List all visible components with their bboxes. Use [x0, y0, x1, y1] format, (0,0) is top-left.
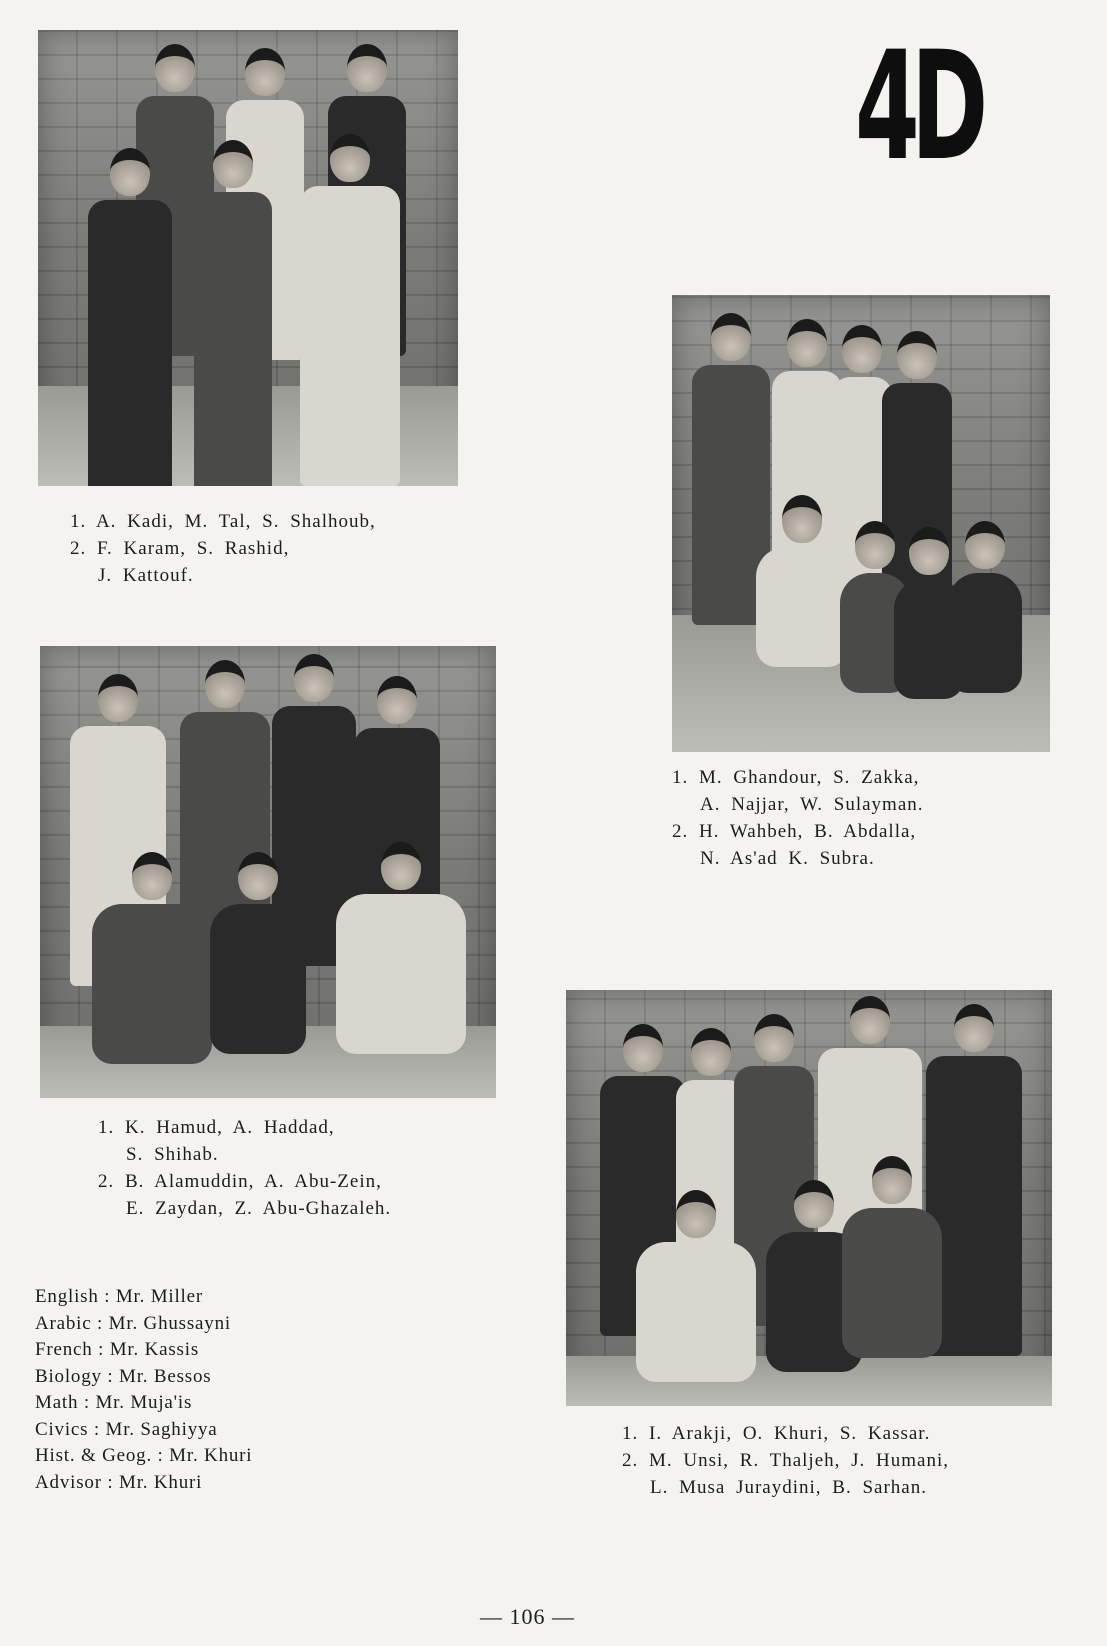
group-caption-3	[98, 1114, 391, 1222]
teacher-row: French : Mr. Kassis	[35, 1339, 200, 1360]
class-title: 4D	[855, 20, 980, 194]
caption-line: 2. B. Alamuddin, A. Abu-Zein,	[98, 1171, 382, 1192]
group-caption-4	[622, 1420, 949, 1501]
caption-line: 1. I. Arakji, O. Khuri, S. Kassar.	[622, 1423, 931, 1444]
teacher-row: Arabic : Mr. Ghussayni	[35, 1312, 231, 1334]
caption-line: A. Najjar, W. Sulayman.	[700, 794, 924, 815]
teacher-row: Biology : Mr. Bessos	[35, 1365, 212, 1387]
group-photo-1	[38, 30, 458, 486]
group-caption-2	[672, 764, 924, 872]
caption-line: E. Zaydan, Z. Abu-Ghazaleh.	[126, 1198, 392, 1219]
group-photo-3	[40, 646, 496, 1098]
teacher-row: Civics : Mr. Saghiyya	[35, 1418, 218, 1440]
caption-line: L. Musa Juraydini, B. Sarhan.	[650, 1477, 927, 1498]
teacher-row: Hist. & Geog. : Mr. Khuri	[35, 1445, 253, 1466]
page-number: — 106 —	[480, 1604, 575, 1629]
caption-line: 1. A. Kadi, M. Tal, S. Shalhoub,	[70, 511, 376, 532]
group-photo-2	[672, 295, 1050, 752]
caption-line: 2. H. Wahbeh, B. Abdalla,	[672, 821, 917, 842]
caption-line: S. Shihab.	[126, 1144, 219, 1165]
teachers-list	[35, 1284, 252, 1496]
caption-line: J. Kattouf.	[98, 565, 194, 586]
caption-line: 2. M. Unsi, R. Thaljeh, J. Humani,	[622, 1450, 950, 1471]
caption-line: 1. K. Hamud, A. Haddad,	[98, 1117, 335, 1138]
caption-line: N. As'ad K. Subra.	[700, 848, 875, 869]
teacher-row: Math : Mr. Muja'is	[35, 1392, 193, 1413]
caption-line: 2. F. Karam, S. Rashid,	[70, 538, 290, 559]
group-photo-4	[566, 990, 1052, 1406]
teacher-row: English : Mr. Miller	[35, 1286, 203, 1307]
teacher-row: Advisor : Mr. Khuri	[35, 1471, 203, 1493]
caption-line: 1. M. Ghandour, S. Zakka,	[672, 767, 920, 788]
group-caption-1	[70, 508, 376, 589]
